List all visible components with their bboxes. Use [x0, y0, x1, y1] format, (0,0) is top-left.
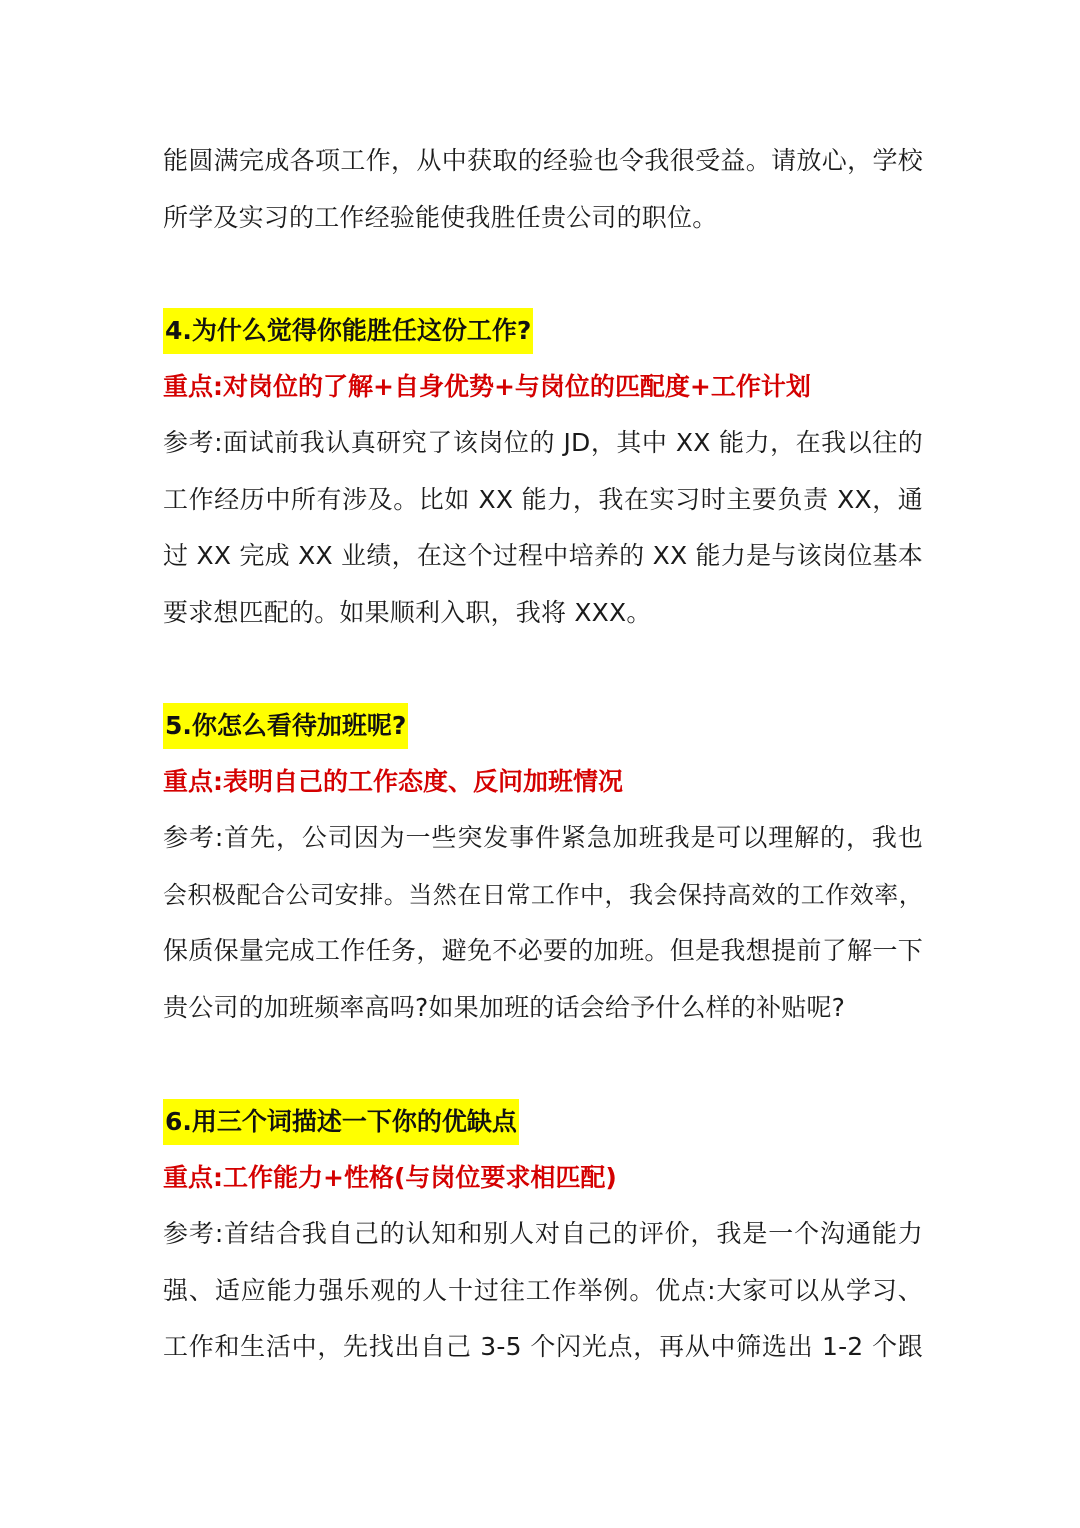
paragraph-line: 要求想匹配的。如果顺利入职，我将 XXX。 [163, 598, 652, 627]
section-heading: 4.为什么觉得你能胜任这份工作? [163, 308, 533, 354]
paragraph-line: 会积极配合公司安排。当然在日常工作中，我会保持高效的工作效率， [163, 881, 923, 909]
paragraph-line: 过 XX 完成 XX 业绩，在这个过程中培养的 XX 能力是与该岗位基本 [163, 541, 923, 570]
paragraph-line: 参考:面试前我认真研究了该岗位的 JD，其中 XX 能力，在我以往的 [163, 428, 923, 457]
key-point: 重点:表明自己的工作态度、反问加班情况 [163, 767, 623, 796]
paragraph-line: 所学及实习的工作经验能使我胜任贵公司的职位。 [163, 203, 718, 232]
section-heading: 6.用三个词描述一下你的优缺点 [163, 1099, 519, 1145]
paragraph-line: 工作和生活中，先找出自己 3-5 个闪光点，再从中筛选出 1-2 个跟 [163, 1332, 923, 1361]
paragraph-line: 能圆满完成各项工作，从中获取的经验也令我很受益。请放心，学校 [163, 146, 923, 175]
key-point: 重点:工作能力+性格(与岗位要求相匹配) [163, 1163, 617, 1192]
paragraph-line: 强、适应能力强乐观的人十过往工作举例。优点:大家可以从学习、 [163, 1276, 923, 1305]
paragraph-line: 工作经历中所有涉及。比如 XX 能力，我在实习时主要负责 XX，通 [163, 485, 923, 514]
paragraph-line: 保质保量完成工作任务，避免不必要的加班。但是我想提前了解一下 [163, 936, 923, 965]
paragraph-line: 参考:首先，公司因为一些突发事件紧急加班我是可以理解的，我也 [163, 823, 923, 852]
section-heading: 5.你怎么看待加班呢? [163, 703, 408, 749]
paragraph-line: 参考:首结合我自己的认知和别人对自己的评价，我是一个沟通能力 [163, 1219, 923, 1248]
paragraph-line: 贵公司的加班频率高吗?如果加班的话会给予什么样的补贴呢? [163, 993, 846, 1022]
key-point: 重点:对岗位的了解+自身优势+与岗位的匹配度+工作计划 [163, 372, 811, 401]
